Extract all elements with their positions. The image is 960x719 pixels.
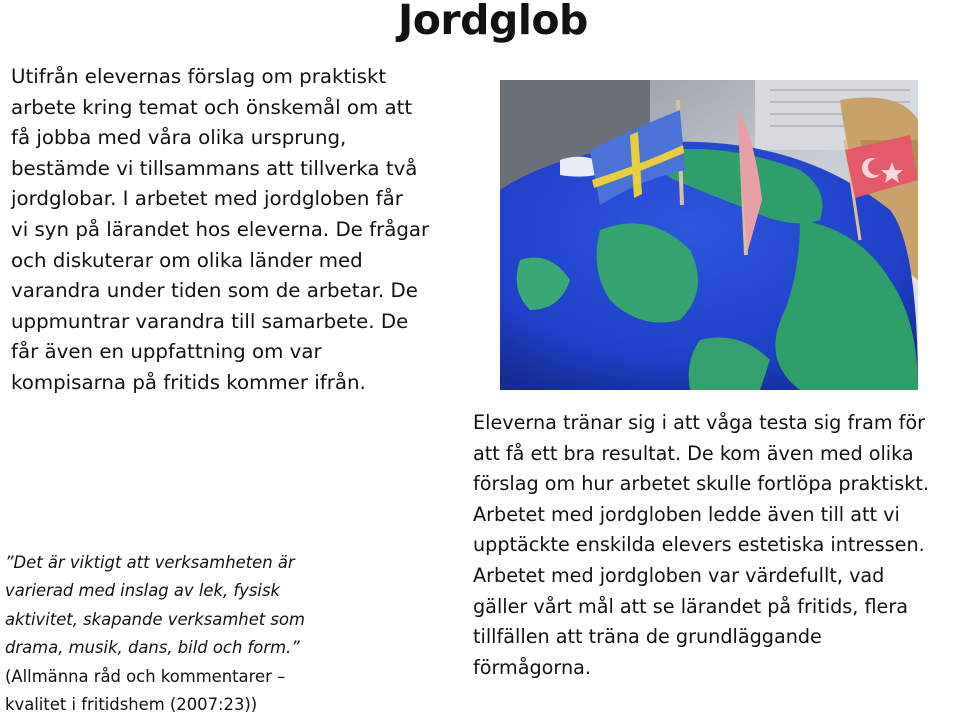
intro-line: arbete kring temat och önskemål om att — [11, 95, 413, 119]
quote-line: drama, musik, dans, bild och form.” — [5, 638, 300, 658]
intro-line: kompisarna på fritids kommer ifrån. — [11, 370, 366, 394]
intro-line: Utifrån elevernas förslag om praktiskt — [11, 65, 387, 88]
intro-line: vi syn på lärandet hos eleverna. De frågar — [11, 217, 430, 241]
intro-line: jordglobar. I arbetet med jordgloben får — [11, 187, 403, 211]
quote-block — [5, 549, 345, 719]
body-line: Arbetet med jordgloben ledde även till att vi — [473, 502, 900, 526]
quote-source-line: (Allmänna råd och kommentarer – — [5, 666, 286, 686]
quote-line: varierad med inslag av lek, fysisk — [5, 581, 280, 601]
globe-with-flags-image — [500, 80, 918, 390]
quote-line: aktivitet, skapande verksamhet som — [5, 609, 305, 629]
body-line: förslag om hur arbetet skulle fortlöpa praktiskt. — [473, 472, 929, 496]
quote-line: ”Det är viktigt att verksamheten är — [5, 553, 295, 572]
intro-line: uppmuntrar varandra till samarbete. De — [11, 309, 409, 333]
globe-photo — [500, 80, 918, 390]
intro-line: och diskuterar om olika länder med — [11, 248, 363, 272]
body-line: förmågorna. — [473, 655, 591, 679]
intro-line: få jobba med våra olika ursprung, — [11, 126, 347, 150]
body-paragraph — [473, 408, 960, 683]
body-line: gäller vårt mål att se lärandet på fritids, flera — [473, 594, 908, 618]
intro-paragraph — [11, 62, 441, 399]
intro-line: får även en uppfattning om var — [11, 340, 322, 364]
body-line: Eleverna tränar sig i att våga testa sig fram för — [473, 411, 926, 434]
page-title: Jordglob — [398, 0, 588, 44]
intro-line: bestämde vi tillsammans att tillverka två — [11, 156, 418, 180]
quote-source-line: kvalitet i fritidshem (2007:23)) — [5, 695, 258, 715]
intro-line: varandra under tiden som de arbetar. De — [11, 279, 418, 303]
body-line: Arbetet med jordgloben var värdefullt, vad — [473, 563, 885, 587]
body-line: upptäckte enskilda elevers estetiska intressen. — [473, 533, 925, 557]
body-line: att få ett bra resultat. De kom även med olika — [473, 441, 914, 465]
body-line: tillfällen att träna de grundläggande — [473, 625, 822, 649]
